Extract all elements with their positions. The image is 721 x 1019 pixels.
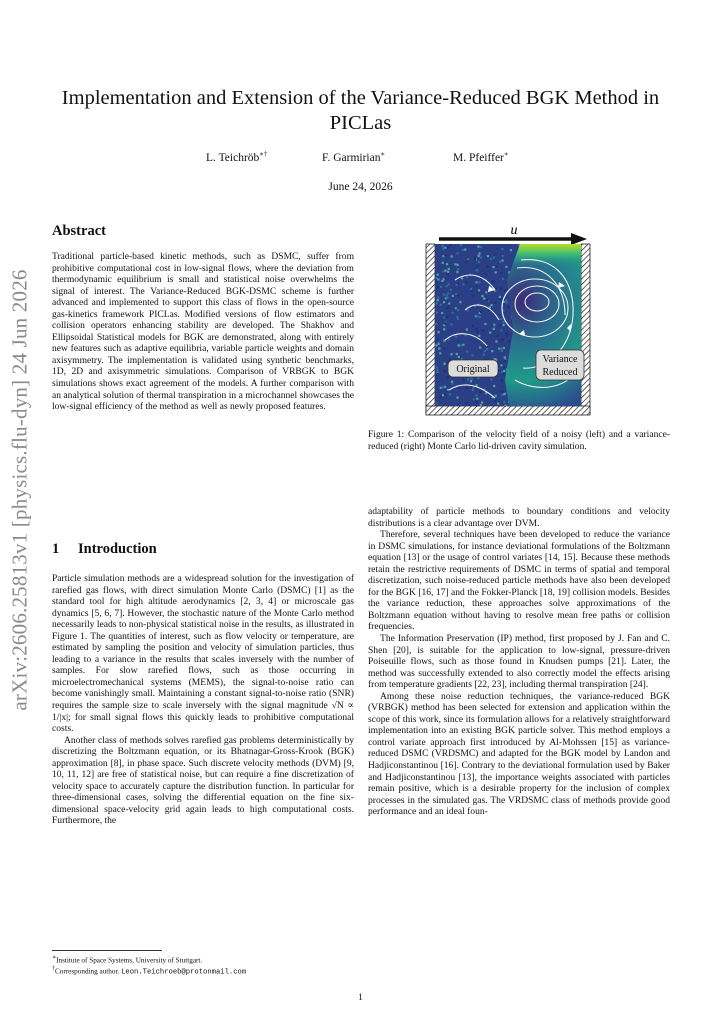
abstract-body xyxy=(52,251,354,413)
left-wall xyxy=(426,244,435,414)
arxiv-stamp: arXiv:2606.25813v1 [physics.flu-dyn] 24 Jun 2026 xyxy=(7,269,32,711)
footnote-2: †Corresponding author. Leon.Teichroeb@protonmail.com xyxy=(52,966,247,977)
scaling-formula: √N ∝ 1/|x| xyxy=(52,700,354,723)
paper-date: June 24, 2026 xyxy=(328,181,393,193)
intro-heading: 1 Introduction xyxy=(52,541,157,557)
arrowhead-icon xyxy=(571,233,587,245)
author-email[interactable]: Leon.Teichroeb@protonmail.com xyxy=(121,968,247,977)
lid-velocity-label: u xyxy=(510,223,518,238)
intro-paragraph-2: Another class of methods solves rarefied gas problems deterministically by discretizing the Boltzmann equation, or its Bhatnagar-Gross-Krook (BGK) approximation [8], in phase space. Such discrete velocity methods (DVM) [9, 10, 11, 12] are free of statistical noise, but can require a fine discretization of velocity space to accurately capture the distribution function. In particular for three-dimensional cases, solving the differential equation on the fine six-dimensional space-velocity grid again leads to high computational costs. Furthermore, the xyxy=(52,734,354,827)
footnotes xyxy=(52,950,352,978)
right-paragraph-2: Therefore, several techniques have been developed to reduce the variance in DSMC simulations, for instance deviational formulations of the Boltzmann equation [13] or the usage of control variates [14, 15]. Because these methods retain the restrictive requirements of DSMC in terms of spatial and temporal discretization, such noise-reduced particle methods have also been developed for the BGK [16, 17] and the Fokker-Planck [18, 19] collision models. Besides the variance reduction, these approaches solve approximations of the Boltzmann equation without having to resolve mean free paths or collision frequencies. xyxy=(368,529,670,633)
abstract-heading: Abstract xyxy=(52,223,106,239)
abstract-text: Traditional particle-based kinetic methods, such as DSMC, suffer from prohibitive computational cost in low-signal flows, where the deviation from thermodynamic equilibrium is small and statistical noise overwhelms the signal of interest. The Variance-Reduced BGK-DSMC scheme is further advanced and implemented to support this class of flows in the open-source gas-kinetics framework PICLas. Modified versions of flow estimators and collision operators enhancing stability are developed. The Shakhov and Ellipsoidal Statistical models for BGK are demonstrated, along with entirely new features such as adaptive equilibria, variable particle weights and domain axisymmetry. The implementation is validated using synthetic benchmarks, 1D, 2D and axisymmetric simulations. Comparison of VRBGK to BGK simulations shows exact agreement of the models. A further comparison with an analytical solution of thermal transpiration in a microchannel showcases the low-signal efficiency of the method as well as newly proposed features. xyxy=(52,251,354,413)
right-column-body xyxy=(368,506,670,818)
footnote-1: ∗Institute of Space Systems, University of Stuttgart. xyxy=(52,955,203,965)
page-number: 1 xyxy=(358,993,363,1003)
right-paragraph-1: adaptability of particle methods to boundary conditions and velocity distributions is a clear advantage over DVM. xyxy=(368,506,670,529)
bottom-wall xyxy=(426,406,590,415)
label-original: Original xyxy=(456,364,490,375)
right-paragraph-3: The Information Preservation (IP) method, first proposed by J. Fan and C. Shen [20], is suitable for the application to low-signal, pressure-driven Poiseuille flows, such as those found in Knudsen pumps [21]. Later, the method was successfully extended to also correctly model the effects arising from temperature gradients [22, 23], including thermal transpiration [24]. xyxy=(368,633,670,691)
paper-title: Implementation and Extension of the Variance-Reduced BGK Method in PICLas xyxy=(61,87,660,134)
label-variance: Variance xyxy=(542,354,578,365)
author-1: L. Teichröb∗† xyxy=(206,150,268,164)
label-reduced: Reduced xyxy=(542,367,578,378)
figure-1-caption: Figure 1: Comparison of the velocity field of a noisy (left) and a variance-reduced (right) Monte Carlo lid-driven cavity simulation. xyxy=(368,429,670,452)
author-2: F. Garmirian∗ xyxy=(322,150,386,164)
right-paragraph-4: Among these noise reduction techniques, the variance-reduced BGK (VRBGK) method has been selected for extension and application within the scope of this work, since its formulation allows for a relatively straightforward implementation into an existing BGK particle solver. This method employs a control variate approach first introduced by Al-Mohssen [15] as variance-reduced DSMC (VRDSMC) and adapted for the BGK model by Landon and Hadjiconstantinou [16]. Contrary to the deviational formulation used by Baker and Hadjiconstantinou [13], the importance weights associated with particles remain positive, which is a desirable property for the inclusion of complex processes in the simulated gas. The VRDSMC class of methods provide good performance and an ideal foun- xyxy=(368,690,670,818)
intro-paragraph-1: Particle simulation methods are a widespread solution for the investigation of rarefied gas flows, with direct simulation Monte Carlo (DSMC) [1] as the standard tool for high altitude aerodynamics [2, 3, 4] or microscale gas dynamics [5, 6, 7]. However, the stochastic nature of the Monte Carlo method necessarily leads to non-physical statistical noise in the results, as illustrated in Figure 1. The quantities of interest, such as flow velocity or temperature, are estimated by sampling the position and velocity of simulation particles, thus leading to a variance in the results that scales inversely with the number of samples. For slow rarefied flows, such as those occurring in microelectromechanical systems (MEMS), the signal-to-noise ratio can become vanishingly small. Maintaining a constant signal-to-noise ratio (SNR) requires the sample size to scale inversely with the signal magnitude √N ∝ 1/|x|; for small signal flows this quickly leads to prohibitive computational costs. xyxy=(52,573,354,735)
intro-body xyxy=(52,573,354,827)
author-3: M. Pfeiffer∗ xyxy=(453,150,509,164)
right-wall xyxy=(581,244,590,414)
figure-1 xyxy=(425,220,591,416)
cavity-velocity-figure xyxy=(425,220,591,416)
footnote-rule xyxy=(52,950,162,951)
